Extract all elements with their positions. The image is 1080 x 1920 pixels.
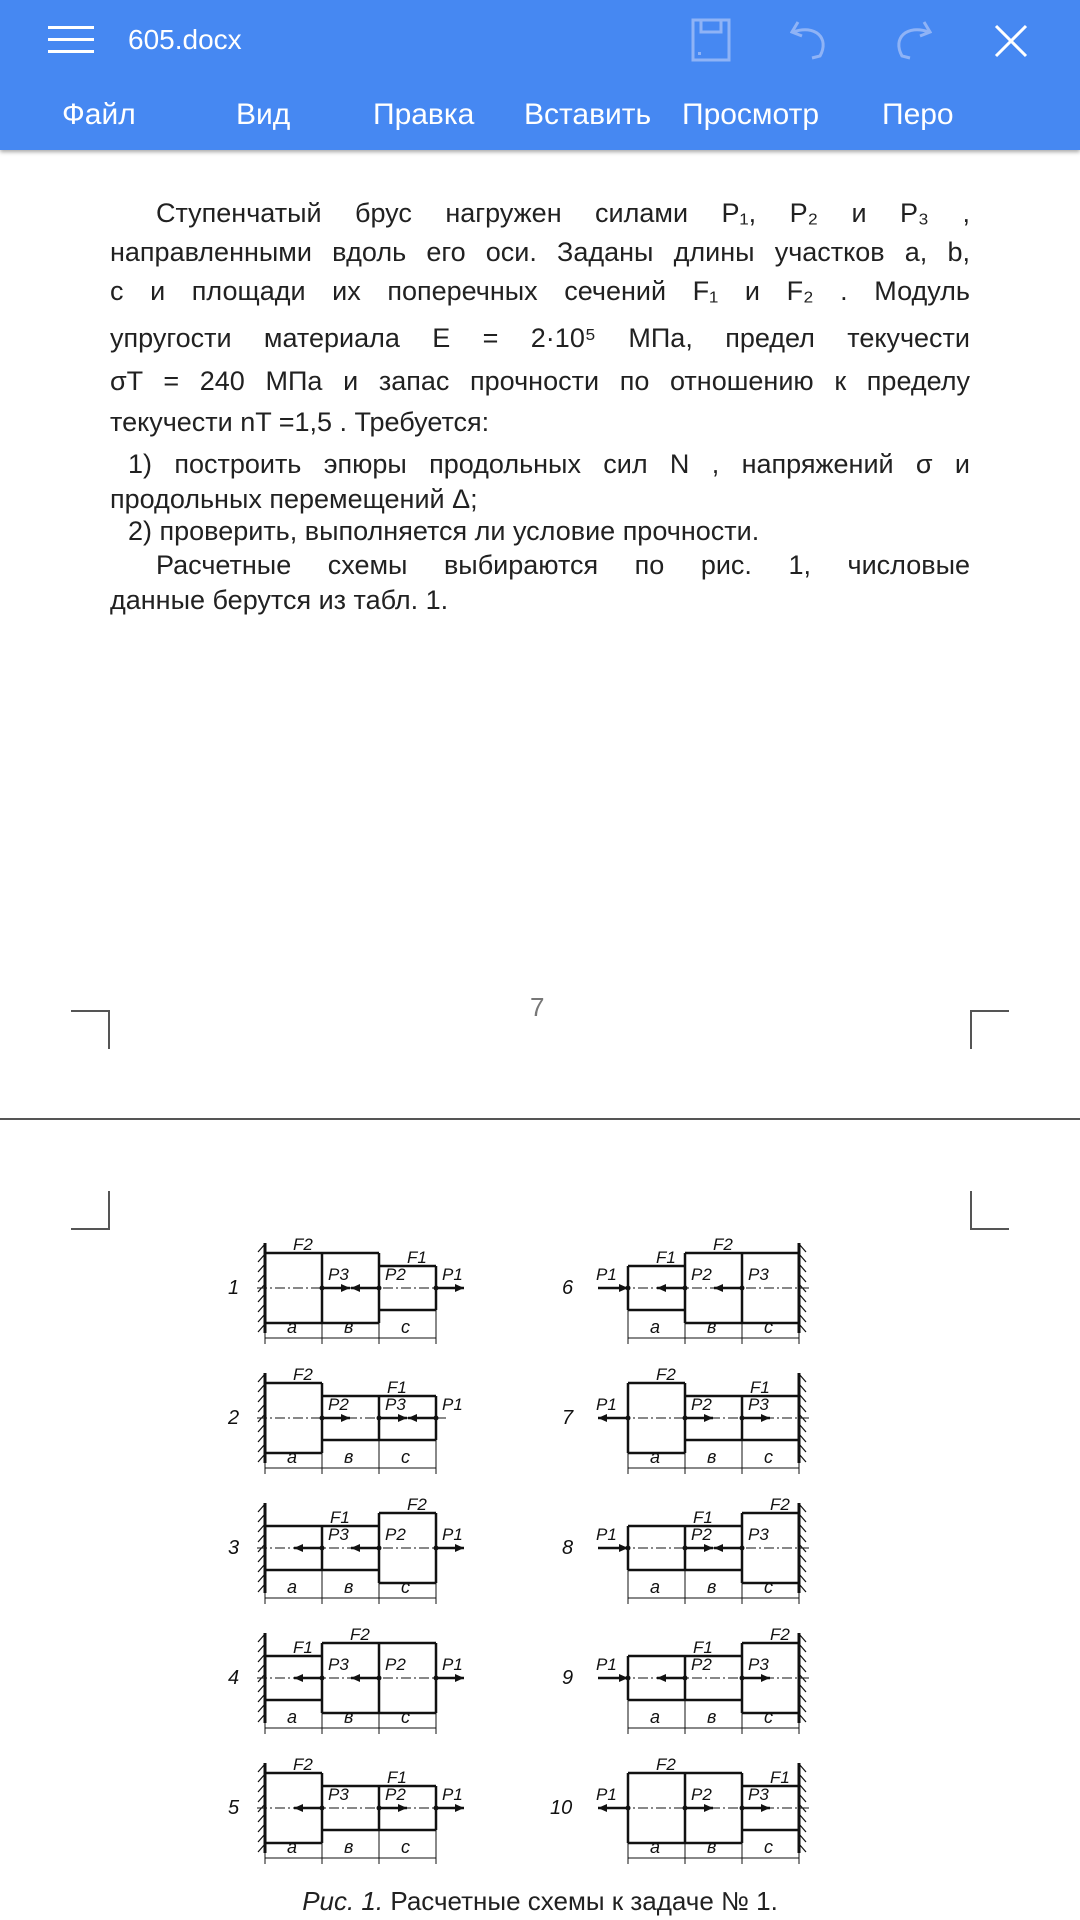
force-arrowhead — [455, 1544, 464, 1552]
dimension-label-c: c — [764, 1837, 773, 1857]
area-label-f1: F1 — [770, 1768, 790, 1787]
dimension-label-c: c — [401, 1707, 410, 1727]
save-icon[interactable] — [690, 18, 734, 62]
dimension-label-b: в — [707, 1447, 717, 1467]
dimension-label-b: в — [707, 1577, 717, 1597]
force-arrowhead — [704, 1804, 713, 1812]
force-label: P2 — [328, 1395, 349, 1414]
dimension-label-a: a — [650, 1837, 661, 1857]
menu-insert[interactable]: Вставить — [524, 98, 652, 131]
toolbar — [0, 0, 1080, 150]
figure-schemes — [200, 1230, 880, 1880]
area-label-f2: F2 — [713, 1235, 733, 1254]
document-title: 605.docx — [128, 24, 242, 55]
text-line: Ступенчатый брус нагружен силами P₁, P₂ и P₃ , — [156, 198, 970, 228]
force-label: P3 — [385, 1395, 406, 1414]
dimension-label-a: a — [650, 1447, 661, 1467]
scheme-number: 2 — [228, 1407, 240, 1429]
text-line: упругости материала E = 2·10⁵ МПа, предел текучести — [110, 323, 970, 353]
text-line: текучести nT =1,5 . Требуется: — [110, 407, 490, 437]
force-arrowhead — [351, 1674, 360, 1682]
text-line: c и площади их поперечных сечений F₁ и F₂ . Модуль — [110, 276, 970, 306]
force-label: P1 — [442, 1525, 463, 1544]
force-arrowhead — [619, 1674, 628, 1682]
force-label: P1 — [596, 1785, 617, 1804]
scheme-number: 4 — [228, 1667, 240, 1689]
force-arrowhead — [704, 1414, 713, 1422]
force-label: P1 — [596, 1395, 617, 1414]
scheme-number: 5 — [228, 1797, 240, 1819]
scheme-number: 10 — [550, 1797, 573, 1819]
area-label-f2: F2 — [770, 1625, 790, 1644]
area-label-f1: F1 — [330, 1508, 350, 1527]
area-label-f2: F2 — [350, 1625, 370, 1644]
dimension-label-b: в — [707, 1707, 717, 1727]
page-corner-mark — [71, 1191, 110, 1230]
area-label-f2: F2 — [656, 1365, 676, 1384]
force-arrowhead — [704, 1544, 713, 1552]
force-label: P2 — [385, 1525, 406, 1544]
dimension-label-b: в — [707, 1317, 717, 1337]
scheme-number: 1 — [228, 1277, 240, 1299]
figure-caption — [0, 1886, 1080, 1917]
force-label: P3 — [748, 1265, 769, 1284]
force-arrowhead — [657, 1284, 666, 1292]
caption-prefix: Рис. 1. — [302, 1886, 384, 1916]
force-arrowhead — [294, 1544, 303, 1552]
force-arrowhead — [455, 1284, 464, 1292]
text-line: направленными вдоль его оси. Заданы длины участков a, b, — [110, 237, 970, 267]
dimension-label-c: c — [764, 1707, 773, 1727]
force-arrowhead — [455, 1674, 464, 1682]
force-arrowhead — [657, 1674, 666, 1682]
force-arrowhead — [341, 1284, 350, 1292]
force-arrowhead — [341, 1414, 350, 1422]
force-arrowhead — [714, 1284, 723, 1292]
area-label-f1: F1 — [750, 1378, 770, 1397]
dimension-label-b: в — [344, 1837, 354, 1857]
close-icon[interactable] — [994, 24, 1028, 58]
scheme-number: 6 — [562, 1277, 574, 1299]
menu-pen[interactable]: Перо — [882, 98, 954, 131]
force-label: P3 — [328, 1785, 349, 1804]
force-arrowhead — [408, 1414, 417, 1422]
force-label: P2 — [691, 1395, 712, 1414]
dimension-label-c: c — [401, 1837, 410, 1857]
force-arrowhead — [714, 1544, 723, 1552]
force-arrowhead — [398, 1804, 407, 1812]
text-line: σT = 240 МПа и запас прочности по отношению к пределу — [110, 366, 970, 396]
force-arrowhead — [761, 1674, 770, 1682]
force-arrowhead — [619, 1284, 628, 1292]
force-label: P3 — [748, 1785, 769, 1804]
area-label-f2: F2 — [293, 1365, 313, 1384]
force-arrowhead — [761, 1804, 770, 1812]
page-divider — [0, 1118, 1080, 1120]
force-label: P1 — [596, 1525, 617, 1544]
dimension-label-b: в — [344, 1707, 354, 1727]
force-label: P3 — [328, 1525, 349, 1544]
area-label-f2: F2 — [293, 1235, 313, 1254]
area-label-f1: F1 — [656, 1248, 676, 1267]
force-label: P1 — [596, 1655, 617, 1674]
undo-icon[interactable] — [790, 18, 834, 62]
force-arrowhead — [619, 1544, 628, 1552]
force-label: P1 — [442, 1265, 463, 1284]
scheme-number: 3 — [228, 1537, 240, 1559]
dimension-label-a: a — [650, 1577, 661, 1597]
dimension-label-a: a — [650, 1317, 661, 1337]
force-label: P3 — [328, 1265, 349, 1284]
dimension-label-b: в — [344, 1317, 354, 1337]
dimension-label-c: c — [764, 1317, 773, 1337]
menu-review[interactable]: Просмотр — [682, 98, 820, 131]
dimension-label-a: a — [287, 1707, 298, 1727]
area-label-f2: F2 — [656, 1755, 676, 1774]
dimension-label-c: c — [401, 1317, 410, 1337]
force-label: P3 — [748, 1395, 769, 1414]
force-arrowhead — [455, 1804, 464, 1812]
text-line: 1) построить эпюры продольных сил N , напряжений σ и — [128, 449, 970, 479]
force-label: P2 — [385, 1785, 406, 1804]
area-label-f2: F2 — [293, 1755, 313, 1774]
menu-file[interactable]: Файл — [62, 98, 136, 131]
force-label: P3 — [748, 1655, 769, 1674]
force-label: P2 — [385, 1265, 406, 1284]
dimension-label-b: в — [707, 1837, 717, 1857]
dimension-label-a: a — [287, 1577, 298, 1597]
page-corner-mark — [970, 1191, 1009, 1230]
text-line: Расчетные схемы выбираются по рис. 1, числовые — [156, 550, 970, 580]
force-arrowhead — [294, 1674, 303, 1682]
area-label-f1: F1 — [387, 1768, 407, 1787]
force-label: P2 — [691, 1265, 712, 1284]
force-label: P3 — [748, 1525, 769, 1544]
caption-text: Расчетные схемы к задаче № 1. — [383, 1886, 778, 1916]
force-label: P1 — [442, 1395, 463, 1414]
dimension-label-c: c — [764, 1447, 773, 1467]
force-arrowhead — [351, 1544, 360, 1552]
area-label-f1: F1 — [387, 1378, 407, 1397]
force-arrowhead — [598, 1414, 607, 1422]
menu-icon[interactable] — [48, 26, 94, 54]
force-arrowhead — [761, 1414, 770, 1422]
scheme-number: 8 — [562, 1537, 574, 1559]
area-label-f2: F2 — [770, 1495, 790, 1514]
force-label: P1 — [442, 1655, 463, 1674]
scheme-number: 7 — [562, 1407, 574, 1429]
text-line: продольных перемещений Δ; — [110, 484, 478, 514]
force-label: P1 — [442, 1785, 463, 1804]
force-label: P2 — [691, 1785, 712, 1804]
force-label: P2 — [691, 1655, 712, 1674]
page-number: 7 — [530, 992, 545, 1022]
dimension-label-c: c — [764, 1577, 773, 1597]
dimension-label-a: a — [287, 1837, 298, 1857]
area-label-f1: F1 — [293, 1638, 313, 1657]
dimension-label-c: c — [401, 1577, 410, 1597]
area-label-f1: F1 — [693, 1638, 713, 1657]
dimension-label-a: a — [287, 1317, 298, 1337]
dimension-label-b: в — [344, 1447, 354, 1467]
page-corner-mark — [970, 1010, 1009, 1049]
force-label: P2 — [691, 1525, 712, 1544]
text-line: данные берутся из табл. 1. — [110, 585, 449, 615]
page-corner-mark — [71, 1010, 110, 1049]
scheme-number: 9 — [562, 1667, 574, 1689]
force-arrowhead — [598, 1804, 607, 1812]
menu-view[interactable]: Вид — [236, 98, 291, 131]
dimension-label-b: в — [344, 1577, 354, 1597]
area-label-f2: F2 — [407, 1495, 427, 1514]
force-arrowhead — [398, 1414, 407, 1422]
area-label-f1: F1 — [407, 1248, 427, 1267]
area-label-f1: F1 — [693, 1508, 713, 1527]
redo-icon[interactable] — [888, 18, 932, 62]
force-label: P1 — [596, 1265, 617, 1284]
menu-edit[interactable]: Правка — [373, 98, 475, 131]
force-label: P3 — [328, 1655, 349, 1674]
dimension-label-a: a — [287, 1447, 298, 1467]
force-label: P2 — [385, 1655, 406, 1674]
text-line: 2) проверить, выполняется ли условие прочности. — [128, 516, 760, 546]
force-arrowhead — [294, 1804, 303, 1812]
dimension-label-c: c — [401, 1447, 410, 1467]
dimension-label-a: a — [650, 1707, 661, 1727]
force-arrowhead — [351, 1284, 360, 1292]
